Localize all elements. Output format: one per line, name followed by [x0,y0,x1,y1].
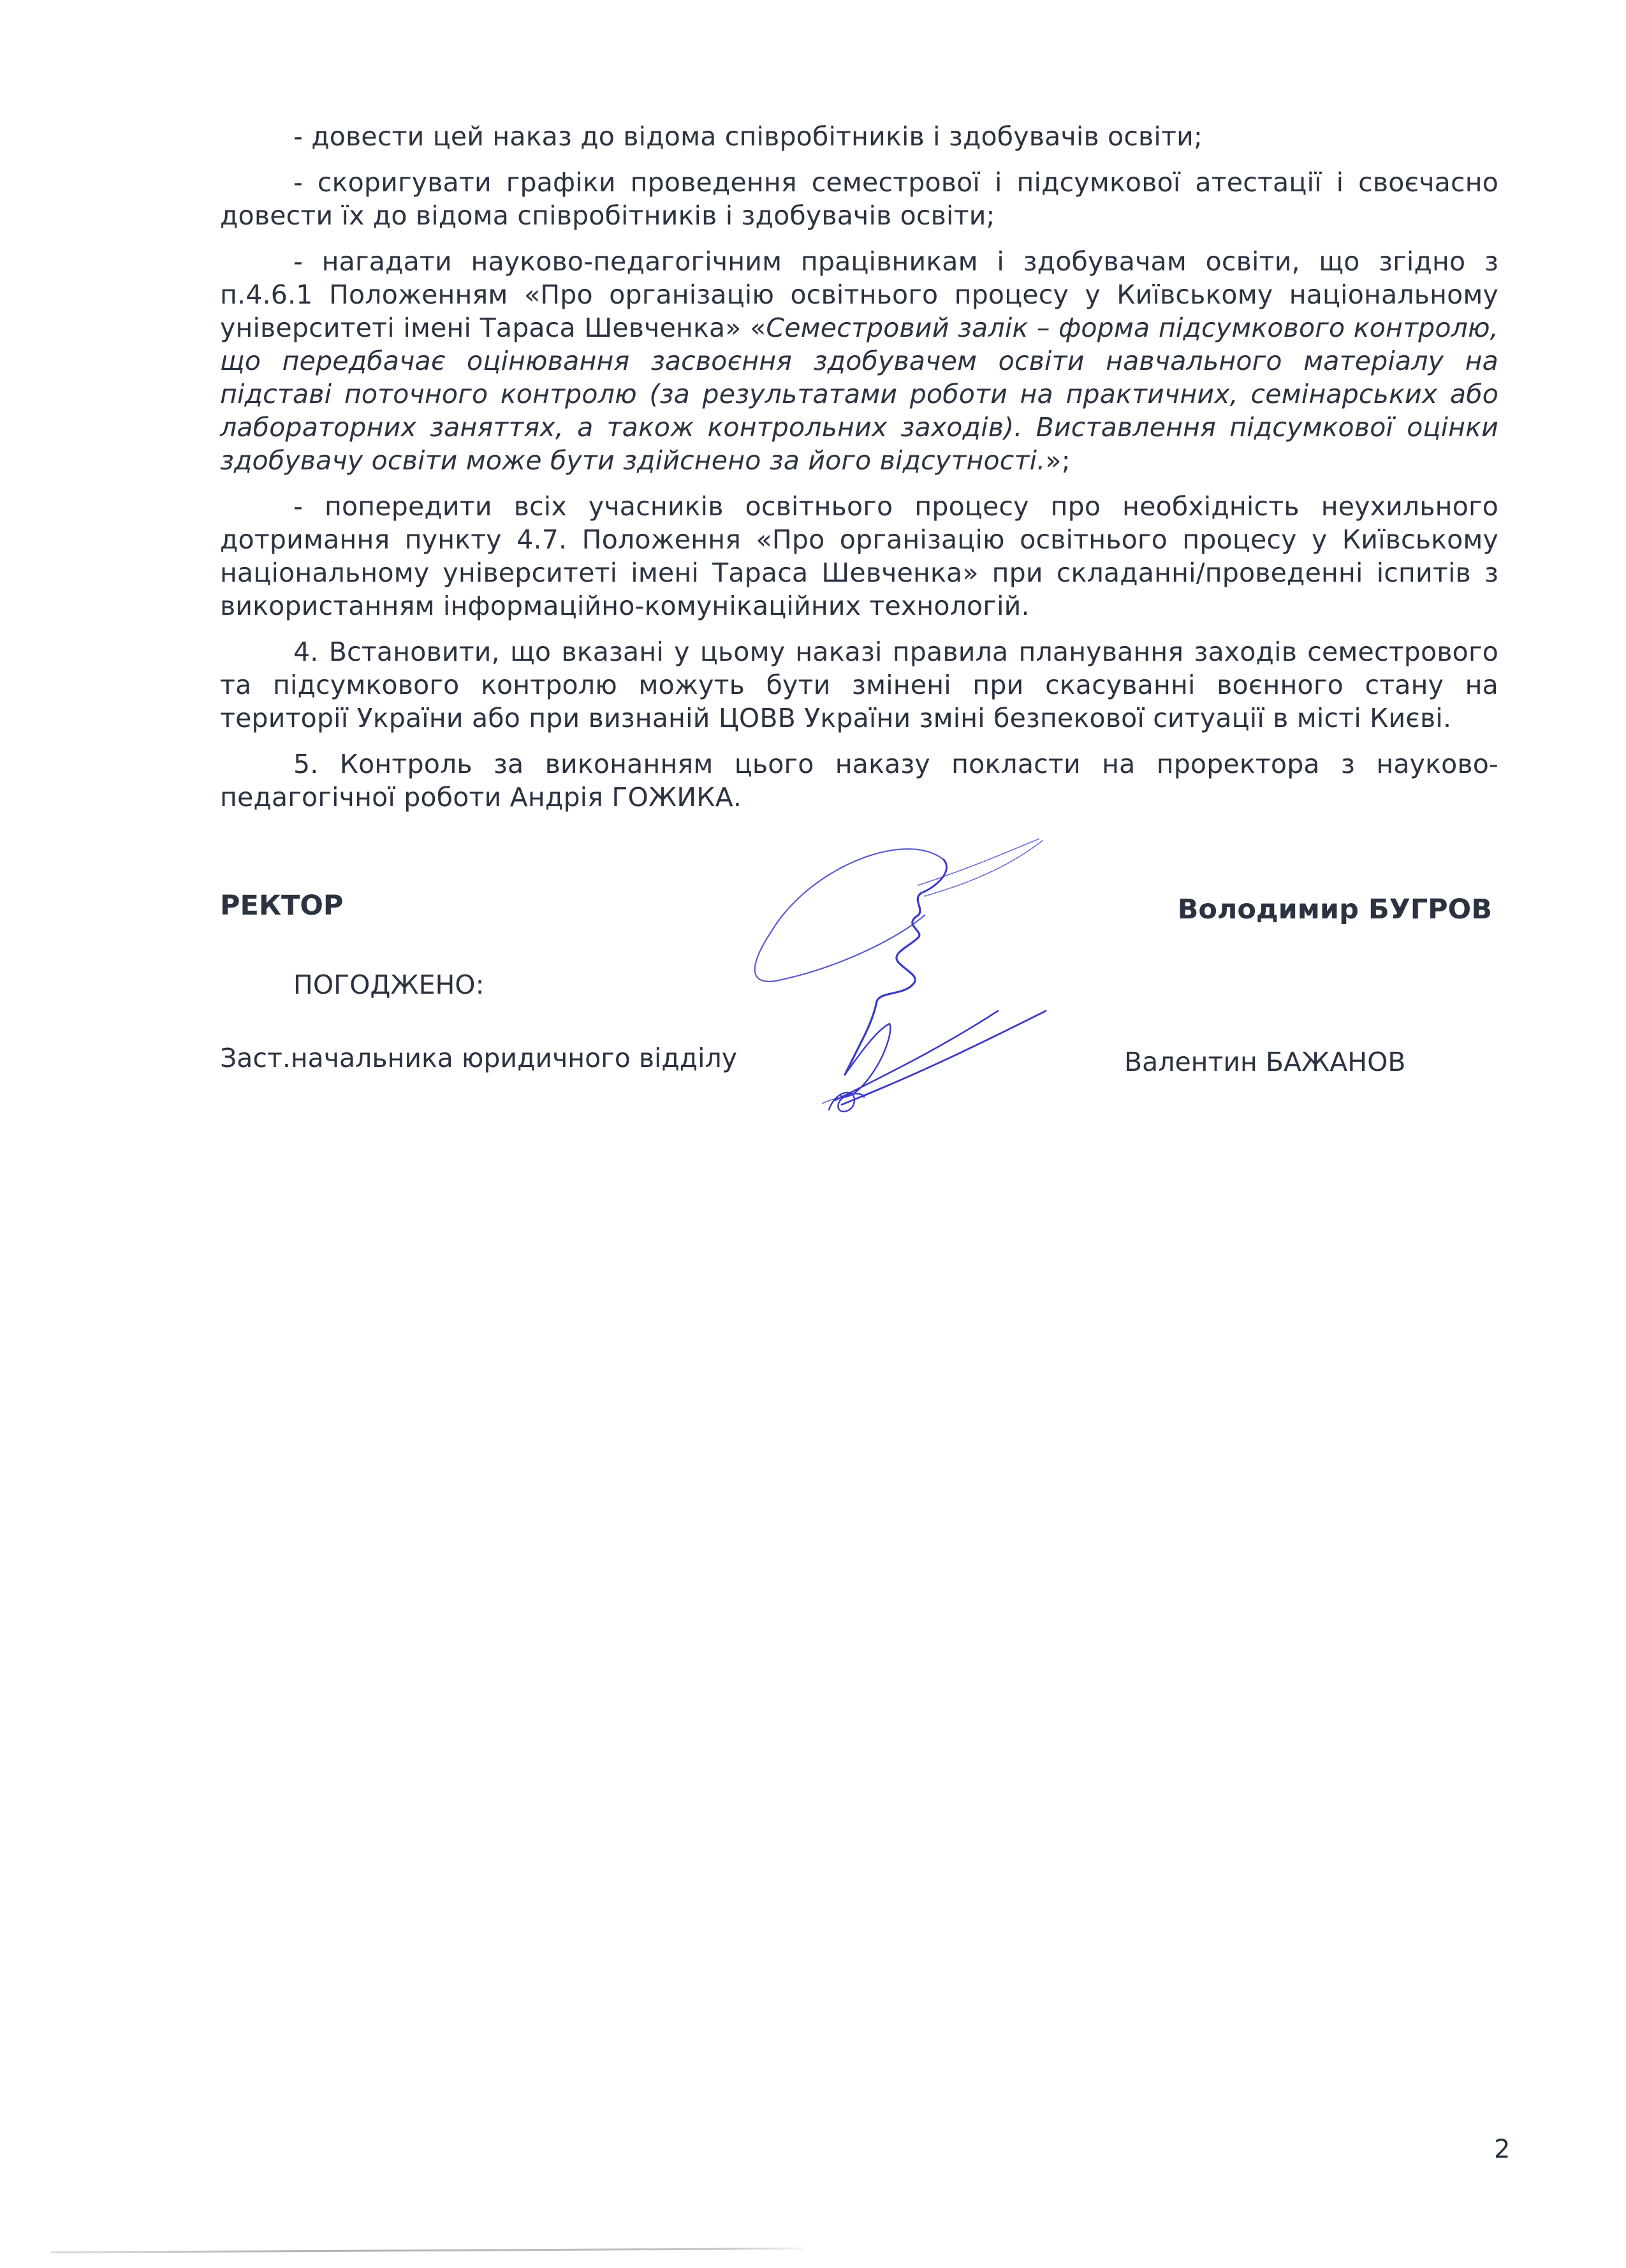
paragraph-text: - нагадати науково-педагогічним працівникам і здобувачам освіти, що згідно з п.4.6.1 Положенням «Про організацію освітнього процесу у Київському національному університеті імені Тараса Шевченка» « [220,246,1498,343]
deputy-name: Валентин БАЖАНОВ [1124,1047,1406,1077]
rector-name: Володимир БУГРОВ [1177,894,1492,925]
deputy-title: Заст.начальника юридичного відділу [220,1043,737,1073]
page-number: 2 [1494,2135,1511,2164]
document-body [220,120,1498,827]
scan-edge-line [51,2248,803,2253]
paragraph-text: 4. Встановити, що вказані у цьому наказі правила планування заходів семестрового та підсумкового контролю можуть бути змінені при скасуванні воєнного стану на території України або при визнаній ЦОВВ України зміні безпекової ситуації в місті Києві. [220,637,1498,733]
agreed-label: ПОГОДЖЕНО: [293,969,485,1000]
quoted-regulation-italic: Семестровий залік – форма підсумкового контролю, що передбачає оцінювання засвоєння здобувачем освіти навчального матеріалу на підставі поточного контролю (за результатами роботи на практичних, семінарських або лабораторних заняттях, а також контрольних заходів). Виставлення підсумкової оцінки здобувачу освіти може бути здійснено за його відсутності. [220,313,1499,476]
agreed-row [220,969,1498,1008]
paragraph-text: 5. Контроль за виконанням цього наказу покласти на проректора з науково-педагогічної роботи Андрія ГОЖИКА. [220,749,1498,813]
paragraph-text: »; [1045,445,1071,476]
deputy-signature-row [220,1043,1498,1081]
signature-block [220,890,1498,1107]
paragraph-inform-staff [220,120,1498,153]
paragraph-warn-participants [220,490,1498,622]
paragraph-adjust-schedules [220,166,1498,232]
rector-title: РЕКТОР [220,890,344,922]
paragraph-item-4 [220,635,1498,735]
rector-signature-row [220,890,1498,928]
paragraph-text: - скоригувати графіки проведення семестрової і підсумкової атестації і своєчасно довести їх до відома співробітників і здобувачів освіти; [220,167,1498,231]
paragraph-item-5 [220,747,1498,814]
paragraph-remind-credit-rules [220,245,1498,477]
paragraph-text: - довести цей наказ до відома співробітників і здобувачів освіти; [293,121,1203,152]
paragraph-text: - попередити всіх учасників освітнього процесу про необхідність неухильного дотримання пункту 4.7. Положення «Про організацію освітнього процесу у Київському національному університеті імені Тараса Шевченка» при складанні/проведенні іспитів з використанням інформаційно-комунікаційних технологій. [220,491,1498,621]
